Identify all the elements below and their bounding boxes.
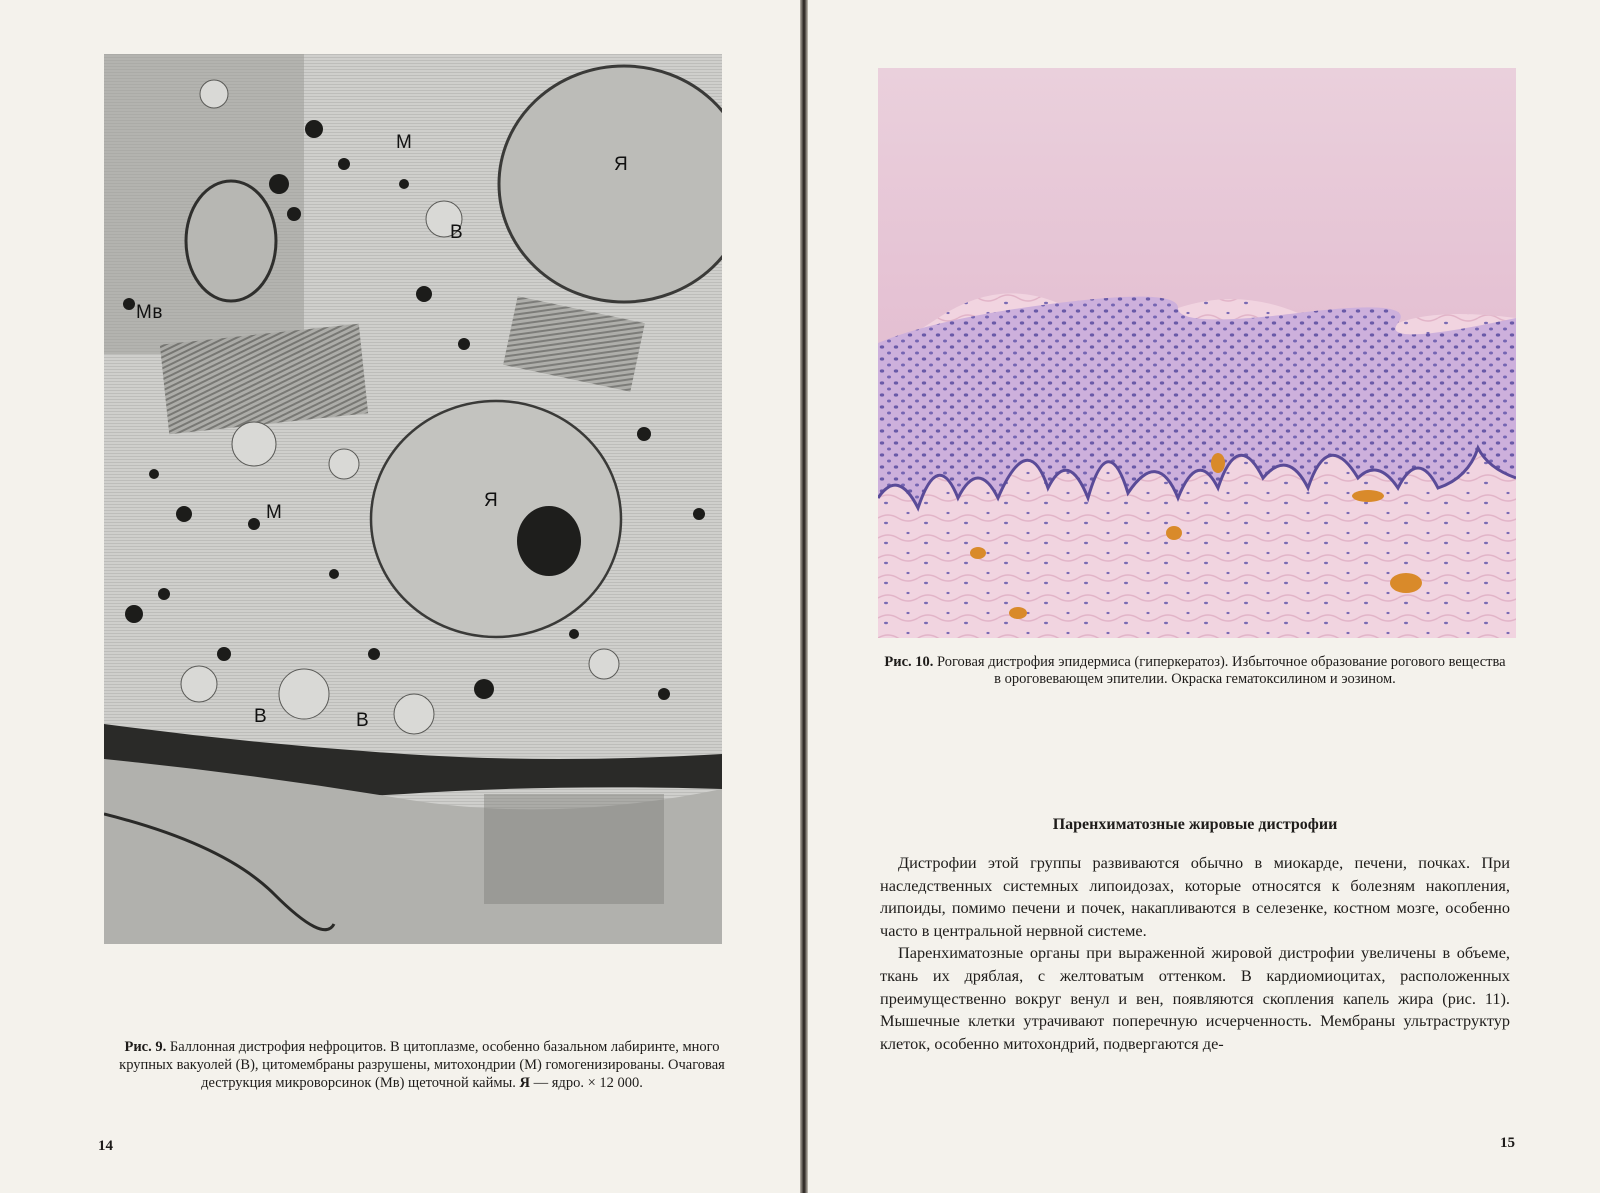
- paragraph-2: Паренхиматозные органы при выраженной жировой дистрофии увеличены в объеме, ткань их дряблая, с желтоватым оттенком. В кардиомиоцитах, расположенных преимущественно вокруг венул и вен, появляются скопления капель жира (рис. 11). Мышечные клетки утрачивают поперечную исчерченность. Мембраны ультраструктур клеток, особенно митохондрий, подвергаются де-: [880, 943, 1510, 1053]
- electron-micrograph: [104, 54, 722, 944]
- paragraph-1: Дистрофии этой группы развиваются обычно в миокарде, печени, почках. При наследственных системных липоидозах, которые относятся к болезням накопления, липоиды, помимо печени и почек, накапливаются в селезенке, костном мозге, особенно часто в центральной нервной системе.: [880, 853, 1510, 940]
- section-heading: Паренхиматозные жировые дистрофии: [1052, 816, 1338, 833]
- histology-image: [878, 68, 1516, 638]
- label-m-top: М: [396, 132, 413, 153]
- label-v-bottom-left: В: [254, 706, 268, 727]
- figure-10-caption: [880, 654, 1510, 688]
- label-v-bottom-right: В: [356, 710, 370, 731]
- label-mv: Мв: [136, 302, 163, 323]
- micrograph-image: [104, 54, 722, 944]
- figure-9-text: Баллонная дистрофия нефроцитов. В цитоплазме, особенно базальном лабиринте, много крупных вакуолей (В), цитомембраны разрушены, митохондрии (М) гомогенизированы. Очаговая деструкция микроворсинок (Мв) щеточной каймы.: [119, 1039, 725, 1091]
- label-ya-top: Я: [614, 154, 629, 175]
- magnification-text: — ядро. × 12 000.: [533, 1075, 643, 1091]
- figure-9-number: Рис. 9.: [124, 1039, 167, 1055]
- page-number-right: 15: [1500, 1135, 1515, 1151]
- figure-9-caption: [112, 1038, 732, 1092]
- page-number-left: 14: [98, 1138, 113, 1154]
- book-gutter: [800, 0, 808, 1193]
- body-text: [880, 852, 1510, 1055]
- figure-10-text: Роговая дистрофия эпидермиса (гиперкератоз). Избыточное образование рогового вещества в ороговевающем эпителии. Окраска гематоксилином и эозином.: [937, 654, 1506, 687]
- label-m-middle: М: [266, 502, 283, 523]
- nucleus-abbreviation: Я: [519, 1075, 531, 1091]
- figure-10-number: Рис. 10.: [884, 654, 934, 670]
- label-v-top: В: [450, 222, 464, 243]
- histology-illustration: [878, 68, 1516, 638]
- label-ya-center: Я: [484, 490, 499, 511]
